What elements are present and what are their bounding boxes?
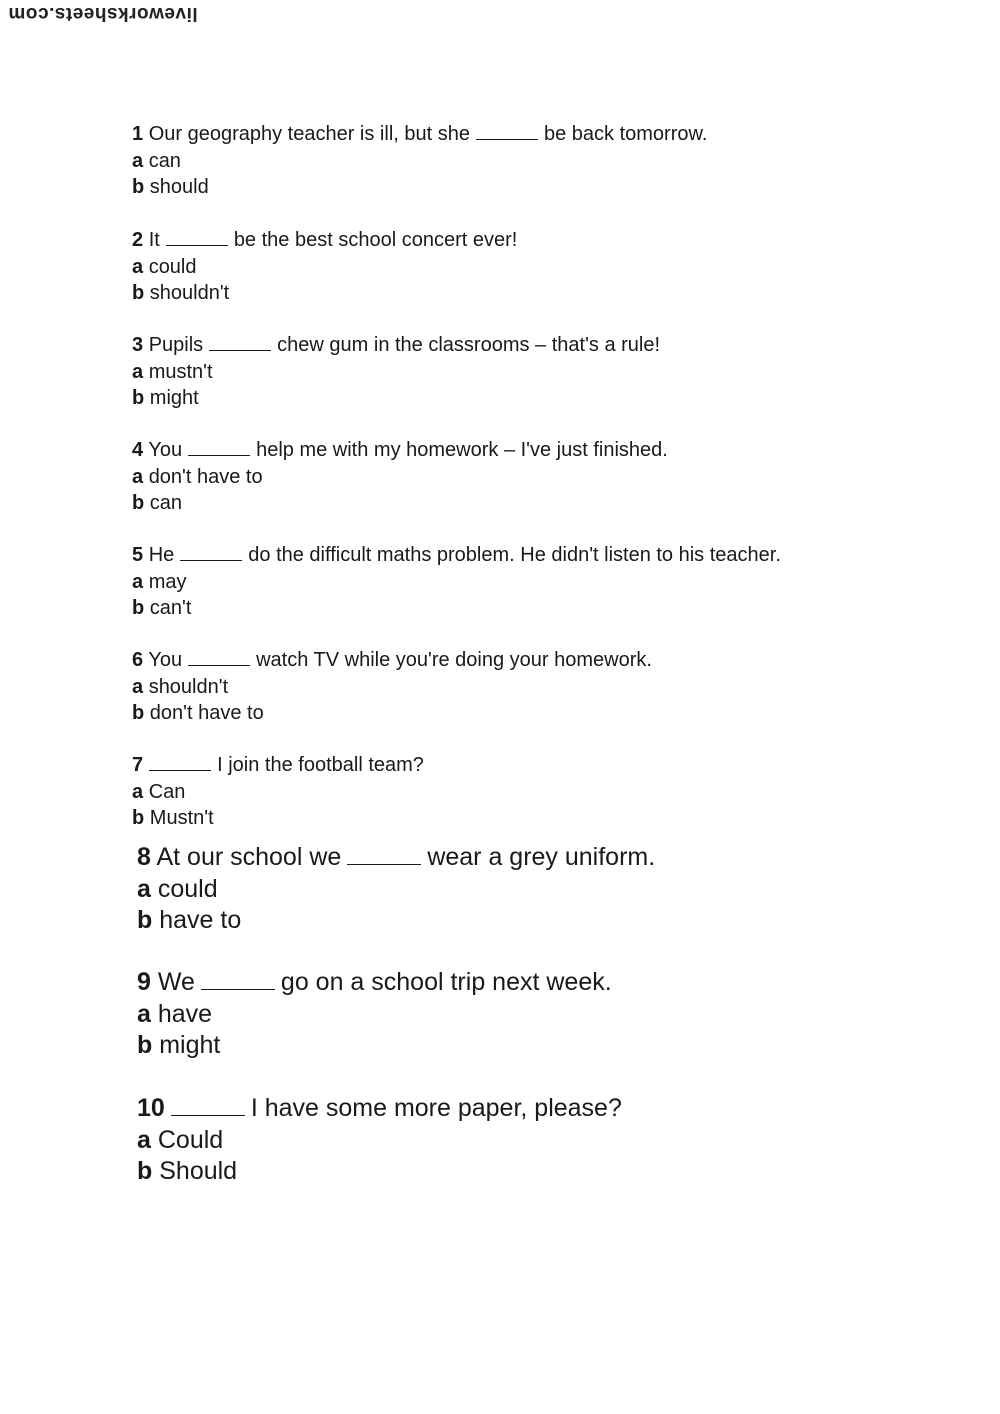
question-stem: 9 We go on a school trip next week. <box>137 968 612 996</box>
answer-blank[interactable] <box>476 138 538 140</box>
question-stem: 1 Our geography teacher is ill, but she be back tomorrow. <box>132 123 708 145</box>
answer-blank[interactable] <box>171 1114 245 1116</box>
question-stem: 7 I join the football team? <box>132 754 424 776</box>
answer-blank[interactable] <box>347 863 421 865</box>
question-1 <box>132 121 707 201</box>
answer-blank[interactable] <box>188 664 250 666</box>
question-10 <box>137 1093 622 1188</box>
option-a[interactable]: a Can <box>132 780 186 803</box>
option-b[interactable]: b don't have to <box>132 702 264 724</box>
option-b[interactable]: b Mustn't <box>132 807 214 829</box>
answer-blank[interactable] <box>180 559 242 561</box>
option-b[interactable]: b can <box>132 492 183 514</box>
question-3 <box>132 332 660 412</box>
question-7 <box>132 752 424 832</box>
option-a[interactable]: a can <box>132 149 181 172</box>
option-b[interactable]: b should <box>132 176 209 198</box>
answer-blank[interactable] <box>188 454 250 456</box>
option-a[interactable]: a Could <box>137 1125 224 1154</box>
answer-blank[interactable] <box>166 244 228 246</box>
question-4 <box>132 437 668 517</box>
option-b[interactable]: b Should <box>137 1157 238 1185</box>
question-9 <box>137 967 612 1062</box>
option-b[interactable]: b might <box>137 1031 221 1059</box>
answer-blank[interactable] <box>209 349 271 351</box>
answer-blank[interactable] <box>201 988 275 990</box>
option-a[interactable]: a don't have to <box>132 465 263 488</box>
question-stem: 4 You help me with my homework – I've just finished. <box>132 439 668 461</box>
question-2 <box>132 227 517 307</box>
option-a[interactable]: a could <box>137 874 218 903</box>
question-6 <box>132 647 652 727</box>
question-stem: 6 You watch TV while you're doing your homework. <box>132 649 652 671</box>
option-a[interactable]: a have <box>137 999 213 1028</box>
question-stem: 8 At our school we wear a grey uniform. <box>137 843 656 871</box>
option-a[interactable]: a mustn't <box>132 360 213 383</box>
answer-blank[interactable] <box>149 769 211 771</box>
question-5 <box>132 542 781 622</box>
question-stem: 10 I have some more paper, please? <box>137 1094 622 1122</box>
question-stem: 3 Pupils chew gum in the classrooms – that's a rule! <box>132 334 661 356</box>
option-b[interactable]: b can't <box>132 597 192 619</box>
option-b[interactable]: b shouldn't <box>132 282 230 304</box>
option-a[interactable]: a could <box>132 255 197 278</box>
option-a[interactable]: a may <box>132 570 187 593</box>
option-b[interactable]: b might <box>132 387 199 409</box>
option-a[interactable]: a shouldn't <box>132 675 229 698</box>
question-stem: 2 It be the best school concert ever! <box>132 229 518 251</box>
question-8 <box>137 842 655 937</box>
watermark-logo: liveworksheets.com <box>8 3 198 24</box>
question-stem: 5 He do the difficult maths problem. He didn't listen to his teacher. <box>132 544 781 566</box>
option-b[interactable]: b have to <box>137 906 242 934</box>
